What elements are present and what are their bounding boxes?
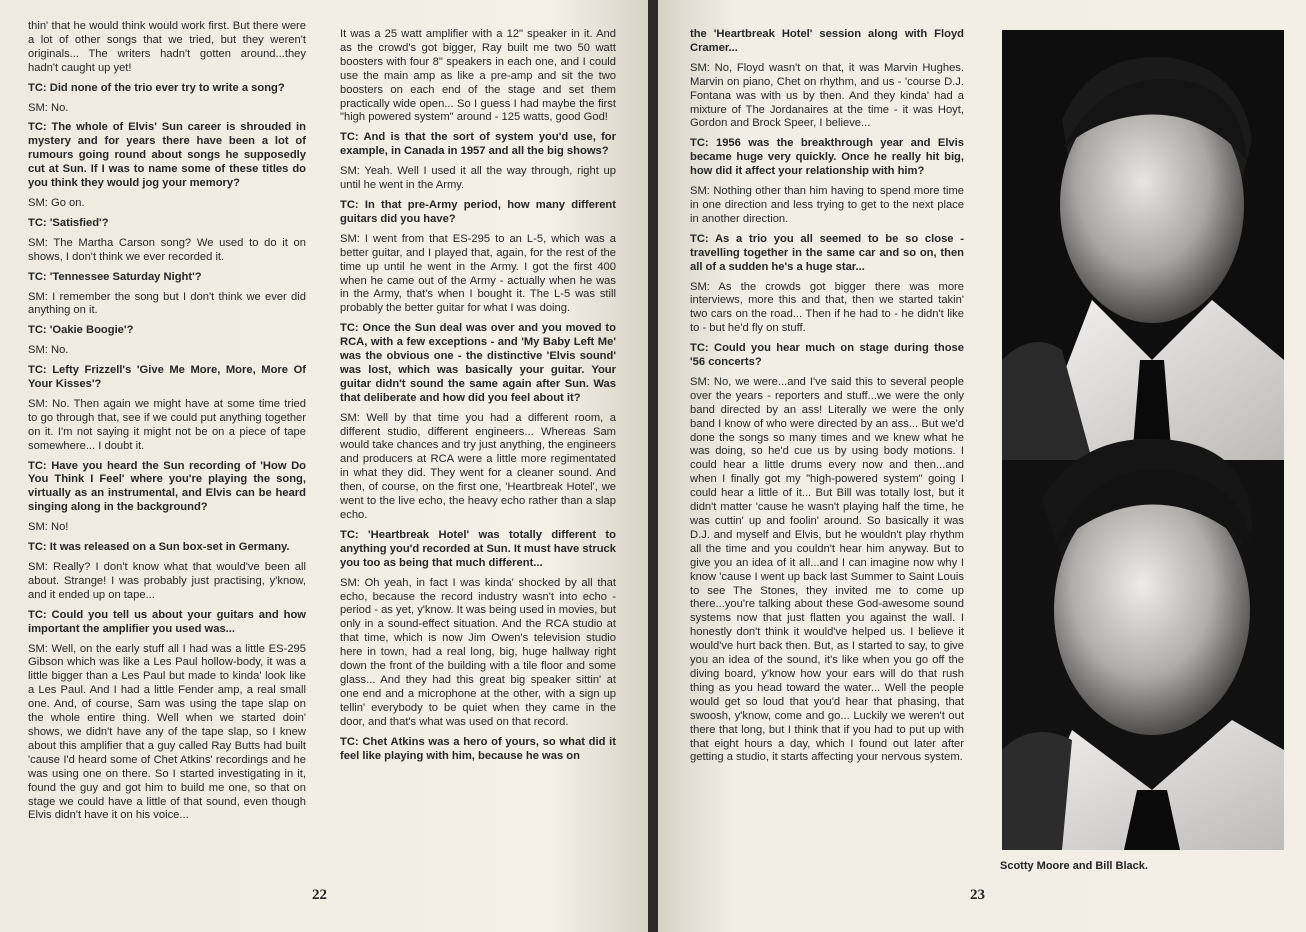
answer-paragraph: SM: The Martha Carson song? We used to do it on shows, I don't think we ever recorded it. xyxy=(28,236,306,263)
interviewer-paragraph: TC: The whole of Elvis' Sun career is shrouded in mystery and for years there have been a lot of rumours going round about songs he supposedly cut at Sun. If I was to name some of these titles do you think they would jog your memory? xyxy=(28,121,306,190)
left-page xyxy=(0,0,648,932)
answer-paragraph: SM: No, we were...and I've said this to several people over the years - reporters and stuff...we were the only band directed by an ass! Literally we were the only band I know of who were directed by an ass... But we'd done the songs so many times and we knew what he was doing, so he'd cue us by using body motions. I could hear a little drums every now and then...and when I finally got my "high-powered system" going I could hear a little of it... But Bill was totally lost, but it didn't matter 'cause he wasn't playing half the time, he was cuttin' up and foolin' around. So basically it was D.J. and myself and Elvis, but he wouldn't play rhythm all the time and you couldn't hear him anyway. But to give you an idea of it all...and I can imagine now why I know 'cause I went up back last Summer to Saint Louis to see The Stones, they invited me to come up there...you're talking about these God-awesome sound systems now that just flatten you against the wall. I honestly don't think it would've helped us. I believe it would've hurt back then. But, as I started to say, to give you an idea of the sound, it's like when you go off the diving board, y'know how your ears will do that rush thing as you head toward the water... Well the people would get so loud that you'd hear that phasing, that swoosh, y'know, come and go... Luckily we weren't out there that long, but I think that if you had to put up with that eight hours a day, which I found out later after getting a studio, it starts affecting your nervous system. xyxy=(690,375,964,764)
right-page xyxy=(658,0,1306,932)
answer-paragraph: SM: Oh yeah, in fact I was kinda' shocked by all that echo, because the record industry wasn't into echo - period - as yet, y'know. It was being used in movies, but only in a sound-effect situation. And the RCA studio at that time, which is now Jim Owen's television studio here in town, had a real long, big, huge hallway right down the front of the building with a tile floor and some glass... And they had this great big speaker sittin' at one end and a microphone at the other, with a sign up tellin' everybody to be quiet when they came in the door, and that's what was used on that record. xyxy=(340,576,616,728)
answer-paragraph: SM: No. Then again we might have at some time tried to go through that, see if we could put anything together on it. I'm not saying it might not be on a piece of tape somewhere... I doubt it. xyxy=(28,397,306,452)
interviewer-paragraph: TC: As a trio you all seemed to be so close - travelling together in the same car and so on, then all of a sudden he's a huge star... xyxy=(690,232,964,273)
answer-paragraph: SM: No. xyxy=(28,344,69,357)
answer-paragraph: SM: Go on. xyxy=(28,196,85,209)
interviewer-paragraph: TC: Lefty Frizzell's 'Give Me More, More, More Of Your Kisses'? xyxy=(28,364,306,391)
answer-paragraph: SM: Yeah. Well I used it all the way through, right up until he went in the Army. xyxy=(340,165,616,192)
interviewer-paragraph: TC: 'Heartbreak Hotel' was totally different to anything you'd recorded at Sun. It must have struck you too as being that much different... xyxy=(340,528,616,569)
interviewer-paragraph: TC: 'Oakie Boogie'? xyxy=(28,324,134,337)
interviewer-paragraph: TC: Once the Sun deal was over and you moved to RCA, with a few exceptions - and 'My Baby Left Me' was the obvious one - the distinctive 'Elvis sound' was lost, which was basically your guitar. Your guitar didn't sound the same again after Sun. Was that deliberate and how did you feel about it? xyxy=(340,322,616,404)
answer-paragraph: SM: No. xyxy=(28,101,69,114)
page-number: 22 xyxy=(312,887,327,903)
left-page-column-2 xyxy=(340,28,616,769)
interviewer-paragraph: TC: Could you hear much on stage during those '56 concerts? xyxy=(690,342,964,369)
interviewer-paragraph: TC: In that pre-Army period, how many different guitars did you have? xyxy=(340,198,616,225)
answer-paragraph: It was a 25 watt amplifier with a 12" speaker in it. And as the crowd's got bigger, Ray built me two 50 watt boosters with four 8" speakers in each one, and I could use the main amp as like a pre-amp and sit the two boosters on each end of the stage and set them practically wide open... So I guess I had maybe the first "high powered system" around - 125 watts, good God! xyxy=(340,28,616,124)
answer-paragraph: SM: Nothing other than him having to spend more time in one direction and less trying to get to the next place in another direction. xyxy=(690,185,964,225)
photo-caption: Scotty Moore and Bill Black. xyxy=(1000,860,1148,872)
interviewer-paragraph: the 'Heartbreak Hotel' session along with Floyd Cramer... xyxy=(690,28,964,54)
interviewer-paragraph: TC: Have you heard the Sun recording of 'How Do You Think I Feel' where you're playing the song, virtually as an instrumental, and Elvis can be heard singing along in the background? xyxy=(28,459,306,514)
answer-paragraph: SM: I remember the song but I don't think we ever did anything on it. xyxy=(28,290,306,317)
interviewer-paragraph: TC: 'Tennessee Saturday Night'? xyxy=(28,270,202,283)
interviewer-paragraph: TC: 'Satisfied'? xyxy=(28,216,109,229)
interviewer-paragraph: TC: And is that the sort of system you'd use, for example, in Canada in 1957 and all the big shows? xyxy=(340,131,616,158)
answer-paragraph: thin' that he would think would work first. But there were a lot of other songs that we tried, but they weren't originals... The writers hadn't gotten around...they hadn't caught up yet! xyxy=(28,20,306,74)
answer-paragraph: SM: No, Floyd wasn't on that, it was Marvin Hughes. Marvin on piano, Chet on rhythm, and us - 'course D.J. Fontana was with us by then. And they kinda' had a mixture of The Jordanaires at the time - it was Hoyt, Gordon and Brock Speer, I believe... xyxy=(690,61,964,130)
interviewer-paragraph: TC: Did none of the trio ever try to write a song? xyxy=(28,81,285,94)
page-number: 23 xyxy=(970,887,985,903)
interviewer-paragraph: TC: 1956 was the breakthrough year and Elvis became huge very quickly. Once he really hit big, how did it affect your relationship with him? xyxy=(690,137,964,178)
interviewer-paragraph: TC: It was released on a Sun box-set in Germany. xyxy=(28,541,290,554)
portrait-photo xyxy=(1002,30,1284,850)
answer-paragraph: SM: Really? I don't know what that would've been all about. Strange! I was probably just practising, y'know, and it ended up on tape... xyxy=(28,561,306,601)
right-page-column-1 xyxy=(690,28,964,771)
photo-illustration xyxy=(1002,30,1284,850)
answer-paragraph: SM: I went from that ES-295 to an L-5, which was a better guitar, and I played that, again, for the rest of the time up until he went in the Army. I got the first 400 when he came out of the Army - actually when he was in the Army, that's when I bought it. The L-5 was still probably the better guitar for what I was doing. xyxy=(340,232,616,315)
interviewer-paragraph: TC: Could you tell us about your guitars and how important the amplifier you used was... xyxy=(28,608,306,635)
answer-paragraph: SM: No! xyxy=(28,521,69,534)
interviewer-paragraph: TC: Chet Atkins was a hero of yours, so what did it feel like playing with him, because he was on xyxy=(340,735,616,762)
answer-paragraph: SM: Well, on the early stuff all I had was a little ES-295 Gibson which was like a Les Paul hollow-body, it was a little bigger than a Les Paul but made to kinda' look like a Les Paul. And I had a little Fender amp, a real small one. And, of course, Sam was using the tape slap on the whole entire thing. Well when we started doin' shows, we didn't have any of the tape slap, so I knew about this amplifier that a guy called Ray Butts had built 'cause I'd heard some of Chet Atkins' recordings and he was using one on there. So I started investigating in it, found the guy and got him to build me one, so that on stage we could have a little of that sound, even though Elvis didn't have it on his voice... xyxy=(28,642,306,822)
answer-paragraph: SM: As the crowds got bigger there was more interviews, more this and that, then we started takin' two cars on the road... Then if he had to - he didn't like to - but he'd fly on stuff. xyxy=(690,280,964,335)
left-page-column-1 xyxy=(28,20,306,829)
answer-paragraph: SM: Well by that time you had a different room, a different studio, different engineers... Whereas Sam would take chances and try just anything, the engineers and producers at RCA were a little more regimentated in what they did. They went for a cleaner sound. And then, of course, on the first one, 'Heartbreak Hotel', we went to the live echo, the heavy echo rather than a slap echo. xyxy=(340,411,616,521)
